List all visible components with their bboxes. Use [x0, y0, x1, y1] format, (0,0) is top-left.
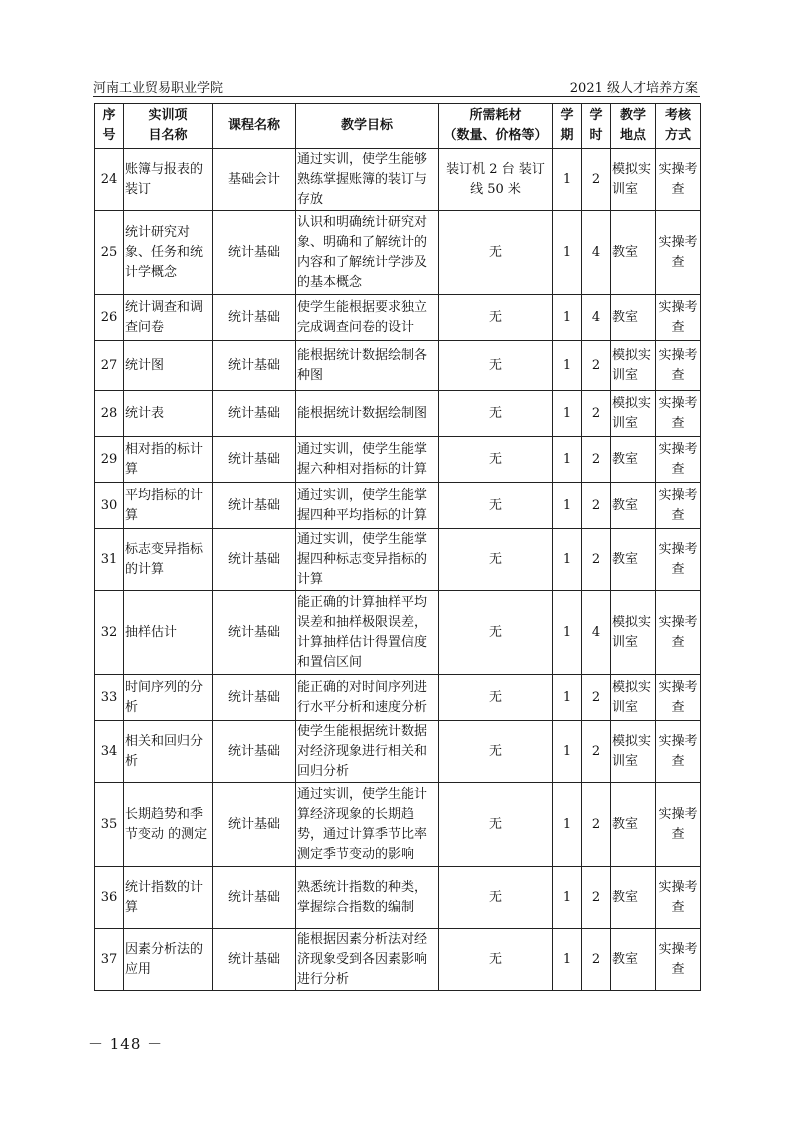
table-row [95, 483, 701, 529]
cell-goal: 通过实训，使学生能掌握六种相对指标的计算 [296, 437, 439, 483]
cell-project: 相对指的标计算 [124, 437, 213, 483]
cell-course: 统计基础 [213, 591, 296, 675]
cell-no: 26 [95, 295, 124, 341]
cell-place: 教室 [611, 211, 656, 295]
cell-materials: 无 [439, 483, 553, 529]
cell-no: 33 [95, 675, 124, 721]
cell-goal: 能根据统计数据绘制图 [296, 391, 439, 437]
cell-goal: 能正确的计算抽样平均误差和抽样极限误差，计算抽样估计得置信度和置信区间 [296, 591, 439, 675]
cell-place: 模拟实训室 [611, 591, 656, 675]
cell-course: 统计基础 [213, 529, 296, 591]
cell-course: 统计基础 [213, 391, 296, 437]
cell-goal: 能正确的对时间序列进行水平分析和速度分析 [296, 675, 439, 721]
page-number: － 148 － [88, 1035, 164, 1053]
cell-materials: 装订机 2 台 装订线 50 米 [439, 149, 553, 211]
cell-project: 时间序列的分析 [124, 675, 213, 721]
cell-materials: 无 [439, 341, 553, 391]
cell-project: 统计研究对象、任务和统计学概念 [124, 211, 213, 295]
cell-course: 统计基础 [213, 929, 296, 991]
table-row [95, 437, 701, 483]
col-header-place: 教学 地点 [611, 104, 656, 149]
cell-project: 相关和回归分析 [124, 721, 213, 783]
cell-materials: 无 [439, 211, 553, 295]
cell-project: 标志变异指标的计算 [124, 529, 213, 591]
cell-course: 统计基础 [213, 437, 296, 483]
table-row [95, 675, 701, 721]
cell-hours: 2 [582, 341, 611, 391]
cell-term: 1 [553, 867, 582, 929]
cell-project: 统计图 [124, 341, 213, 391]
cell-goal: 认识和明确统计研究对象、明确和了解统计的内容和了解统计学涉及的基本概念 [296, 211, 439, 295]
cell-goal: 能根据因素分析法对经济现象受到各因素影响进行分析 [296, 929, 439, 991]
header-divider [93, 96, 700, 97]
cell-course: 基础会计 [213, 149, 296, 211]
cell-hours: 2 [582, 867, 611, 929]
table-row [95, 783, 701, 867]
col-header-no: 序 号 [95, 104, 124, 149]
cell-term: 1 [553, 211, 582, 295]
cell-no: 34 [95, 721, 124, 783]
cell-no: 30 [95, 483, 124, 529]
cell-place: 教室 [611, 783, 656, 867]
cell-no: 32 [95, 591, 124, 675]
cell-project: 因素分析法的应用 [124, 929, 213, 991]
cell-place: 教室 [611, 529, 656, 591]
cell-place: 模拟实训室 [611, 341, 656, 391]
cell-exam: 实操考查 [656, 211, 701, 295]
cell-course: 统计基础 [213, 295, 296, 341]
training-table [94, 103, 701, 991]
cell-hours: 2 [582, 529, 611, 591]
cell-no: 25 [95, 211, 124, 295]
cell-place: 教室 [611, 437, 656, 483]
cell-no: 28 [95, 391, 124, 437]
cell-project: 抽样估计 [124, 591, 213, 675]
cell-term: 1 [553, 675, 582, 721]
cell-exam: 实操考查 [656, 341, 701, 391]
table-row [95, 341, 701, 391]
cell-exam: 实操考查 [656, 591, 701, 675]
table-row [95, 867, 701, 929]
col-header-course: 课程名称 [213, 104, 296, 149]
cell-term: 1 [553, 483, 582, 529]
cell-term: 1 [553, 721, 582, 783]
cell-place: 教室 [611, 867, 656, 929]
cell-project: 账簿与报表的装订 [124, 149, 213, 211]
cell-term: 1 [553, 929, 582, 991]
cell-hours: 2 [582, 149, 611, 211]
cell-materials: 无 [439, 929, 553, 991]
cell-term: 1 [553, 783, 582, 867]
cell-materials: 无 [439, 529, 553, 591]
cell-no: 24 [95, 149, 124, 211]
cell-no: 31 [95, 529, 124, 591]
col-header-project: 实训项 目名称 [124, 104, 213, 149]
cell-goal: 通过实训，使学生能够熟练掌握账簿的装订与存放 [296, 149, 439, 211]
cell-course: 统计基础 [213, 483, 296, 529]
cell-hours: 2 [582, 391, 611, 437]
table-row [95, 929, 701, 991]
cell-materials: 无 [439, 591, 553, 675]
cell-goal: 能根据统计数据绘制各种图 [296, 341, 439, 391]
cell-place: 教室 [611, 483, 656, 529]
cell-place: 模拟实训室 [611, 149, 656, 211]
cell-no: 37 [95, 929, 124, 991]
cell-place: 模拟实训室 [611, 721, 656, 783]
cell-project: 统计表 [124, 391, 213, 437]
cell-goal: 通过实训，使学生能掌握四种标志变异指标的计算 [296, 529, 439, 591]
cell-place: 模拟实训室 [611, 675, 656, 721]
cell-goal: 使学生能根据要求独立完成调查问卷的设计 [296, 295, 439, 341]
cell-goal: 通过实训，使学生能掌握四种平均指标的计算 [296, 483, 439, 529]
cell-course: 统计基础 [213, 721, 296, 783]
cell-exam: 实操考查 [656, 295, 701, 341]
cell-materials: 无 [439, 295, 553, 341]
cell-course: 统计基础 [213, 211, 296, 295]
cell-project: 长期趋势和季节变动 的测定 [124, 783, 213, 867]
table-row [95, 391, 701, 437]
cell-hours: 2 [582, 437, 611, 483]
cell-materials: 无 [439, 437, 553, 483]
col-header-term: 学 期 [553, 104, 582, 149]
cell-exam: 实操考查 [656, 783, 701, 867]
cell-materials: 无 [439, 867, 553, 929]
table-row [95, 295, 701, 341]
cell-term: 1 [553, 149, 582, 211]
cell-hours: 4 [582, 295, 611, 341]
cell-exam: 实操考查 [656, 483, 701, 529]
cell-place: 模拟实训室 [611, 391, 656, 437]
cell-exam: 实操考查 [656, 437, 701, 483]
cell-goal: 使学生能根据统计数据对经济现象进行相关和回归分析 [296, 721, 439, 783]
cell-place: 教室 [611, 295, 656, 341]
cell-course: 统计基础 [213, 783, 296, 867]
cell-exam: 实操考查 [656, 149, 701, 211]
cell-exam: 实操考查 [656, 721, 701, 783]
cell-materials: 无 [439, 391, 553, 437]
cell-goal: 熟悉统计指数的种类，掌握综合指数的编制 [296, 867, 439, 929]
cell-exam: 实操考查 [656, 675, 701, 721]
col-header-hours: 学 时 [582, 104, 611, 149]
header-school-name: 河南工业贸易职业学院 [93, 81, 224, 96]
cell-term: 1 [553, 591, 582, 675]
cell-hours: 2 [582, 721, 611, 783]
cell-goal: 通过实训，使学生能计算经济现象的长期趋势，通过计算季节比率测定季节变动的影响 [296, 783, 439, 867]
cell-materials: 无 [439, 783, 553, 867]
cell-no: 27 [95, 341, 124, 391]
cell-exam: 实操考查 [656, 391, 701, 437]
cell-hours: 4 [582, 211, 611, 295]
table-row [95, 149, 701, 211]
table-row [95, 591, 701, 675]
cell-no: 36 [95, 867, 124, 929]
cell-project: 统计指数的计算 [124, 867, 213, 929]
cell-term: 1 [553, 391, 582, 437]
table-row [95, 529, 701, 591]
table-row [95, 721, 701, 783]
cell-term: 1 [553, 295, 582, 341]
header-program-title: 2021 级人才培养方案 [569, 81, 698, 96]
cell-no: 35 [95, 783, 124, 867]
cell-no: 29 [95, 437, 124, 483]
cell-materials: 无 [439, 721, 553, 783]
cell-hours: 2 [582, 483, 611, 529]
cell-term: 1 [553, 341, 582, 391]
cell-place: 教室 [611, 929, 656, 991]
cell-materials: 无 [439, 675, 553, 721]
cell-hours: 2 [582, 929, 611, 991]
table-row [95, 211, 701, 295]
cell-exam: 实操考查 [656, 929, 701, 991]
cell-hours: 4 [582, 591, 611, 675]
col-header-goal: 教学目标 [296, 104, 439, 149]
cell-exam: 实操考查 [656, 867, 701, 929]
cell-exam: 实操考查 [656, 529, 701, 591]
cell-term: 1 [553, 437, 582, 483]
cell-course: 统计基础 [213, 341, 296, 391]
table-body [95, 149, 701, 991]
cell-hours: 2 [582, 675, 611, 721]
cell-project: 平均指标的计算 [124, 483, 213, 529]
cell-hours: 2 [582, 783, 611, 867]
cell-course: 统计基础 [213, 867, 296, 929]
cell-course: 统计基础 [213, 675, 296, 721]
table-header-row [95, 104, 701, 149]
cell-term: 1 [553, 529, 582, 591]
cell-project: 统计调查和调查问卷 [124, 295, 213, 341]
col-header-materials: 所需耗材 （数量、价格等） [439, 104, 553, 149]
col-header-exam: 考核 方式 [656, 104, 701, 149]
